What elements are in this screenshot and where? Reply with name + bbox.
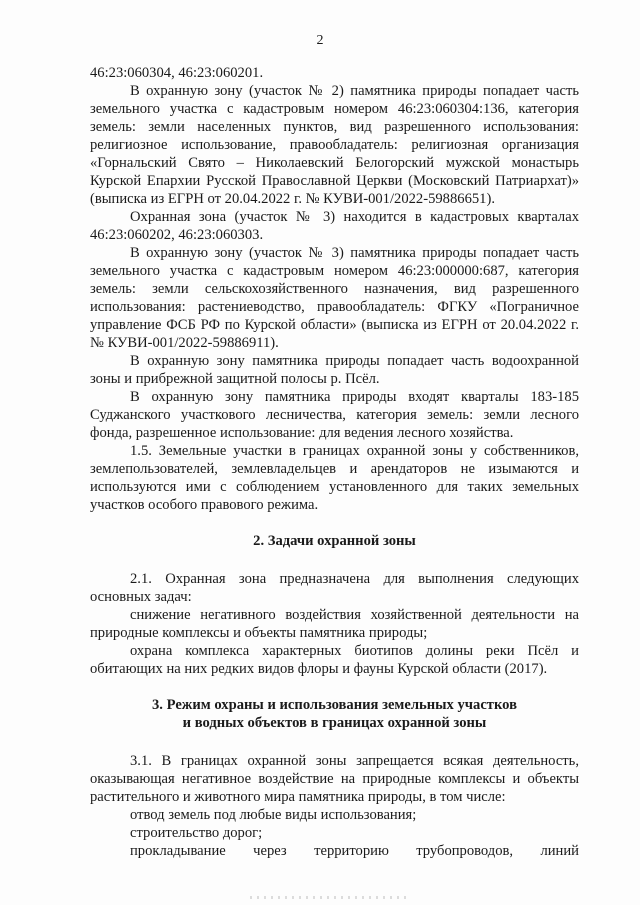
scan-artifact [250, 896, 410, 899]
paragraph: 2.1. Охранная зона предназначена для выполнения следующих основных задач: [90, 571, 579, 605]
section-heading: 2. Задачи охранной зоны [253, 533, 416, 549]
page-number: 2 [316, 33, 324, 48]
paragraph: В охранную зону (участок № 2) памятника природы попадает часть земельного участка с кадастровым номером 46:23:060304:136, категория земель: земли населенных пунктов, вид разрешенного использования: религиозное использование, правообладатель: религиозная организация «Горнальский Свято – Николаевский Белогорский мужской монастырь Курской Епархии Русской Православной Церкви (Московский Патриархат)» (выписка из ЕГРН от 20.04.2022 г. № КУВИ-001/2022-59886651). [90, 83, 579, 207]
paragraph: В охранную зону памятника природы входят кварталы 183-185 Суджанского участкового лесничества, категория земель: земли лесного фонда, разрешенное использование: для ведения лесного хозяйства. [90, 389, 579, 441]
paragraph: строительство дорог; [130, 825, 263, 841]
paragraph: В охранную зону памятника природы попадает часть водоохранной зоны и прибрежной защитной полосы р. Псёл. [90, 353, 579, 387]
section-heading [90, 696, 579, 732]
paragraph: охрана комплекса характерных биотипов долины реки Псёл и обитающих на них редких видов флоры и фауны Курской области (2017). [90, 643, 579, 677]
paragraph: Охранная зона (участок № 3) находится в кадастровых кварталах 46:23:060202, 46:23:060303. [90, 209, 579, 243]
paragraph: прокладывание через территорию трубопроводов, линий [130, 843, 579, 859]
paragraph: снижение негативного воздействия хозяйственной деятельности на природные комплексы и объекты памятника природы; [90, 607, 579, 641]
paragraph: 1.5. Земельные участки в границах охранной зоны у собственников, землепользователей, землевладельцев и арендаторов не изымаются и используются ими с соблюдением установленного для таких земельных участков особого правового режима. [90, 443, 579, 513]
section-heading-line: 3. Режим охраны и использования земельных участков [152, 697, 517, 713]
paragraph: отвод земель под любые виды использования; [130, 807, 417, 823]
paragraph: 46:23:060304, 46:23:060201. [90, 65, 264, 81]
section-heading-line: и водных объектов в границах охранной зоны [182, 715, 487, 731]
document-body [90, 64, 579, 860]
paragraph: 3.1. В границах охранной зоны запрещается всякая деятельность, оказывающая негативное воздействие на природные комплексы и объекты растительного и животного мира памятника природы, в том числе: [90, 753, 579, 805]
paragraph: В охранную зону (участок № 3) памятника природы попадает часть земельного участка с кадастровым номером 46:23:000000:687, категория земель: земли сельскохозяйственного назначения, вид разрешенного использования: растениеводство, правообладатель: ФГКУ «Пограничное управление ФСБ РФ по Курской области» (выписка из ЕГРН от 20.04.2022 г. № КУВИ-001/2022-59886911). [90, 245, 579, 351]
